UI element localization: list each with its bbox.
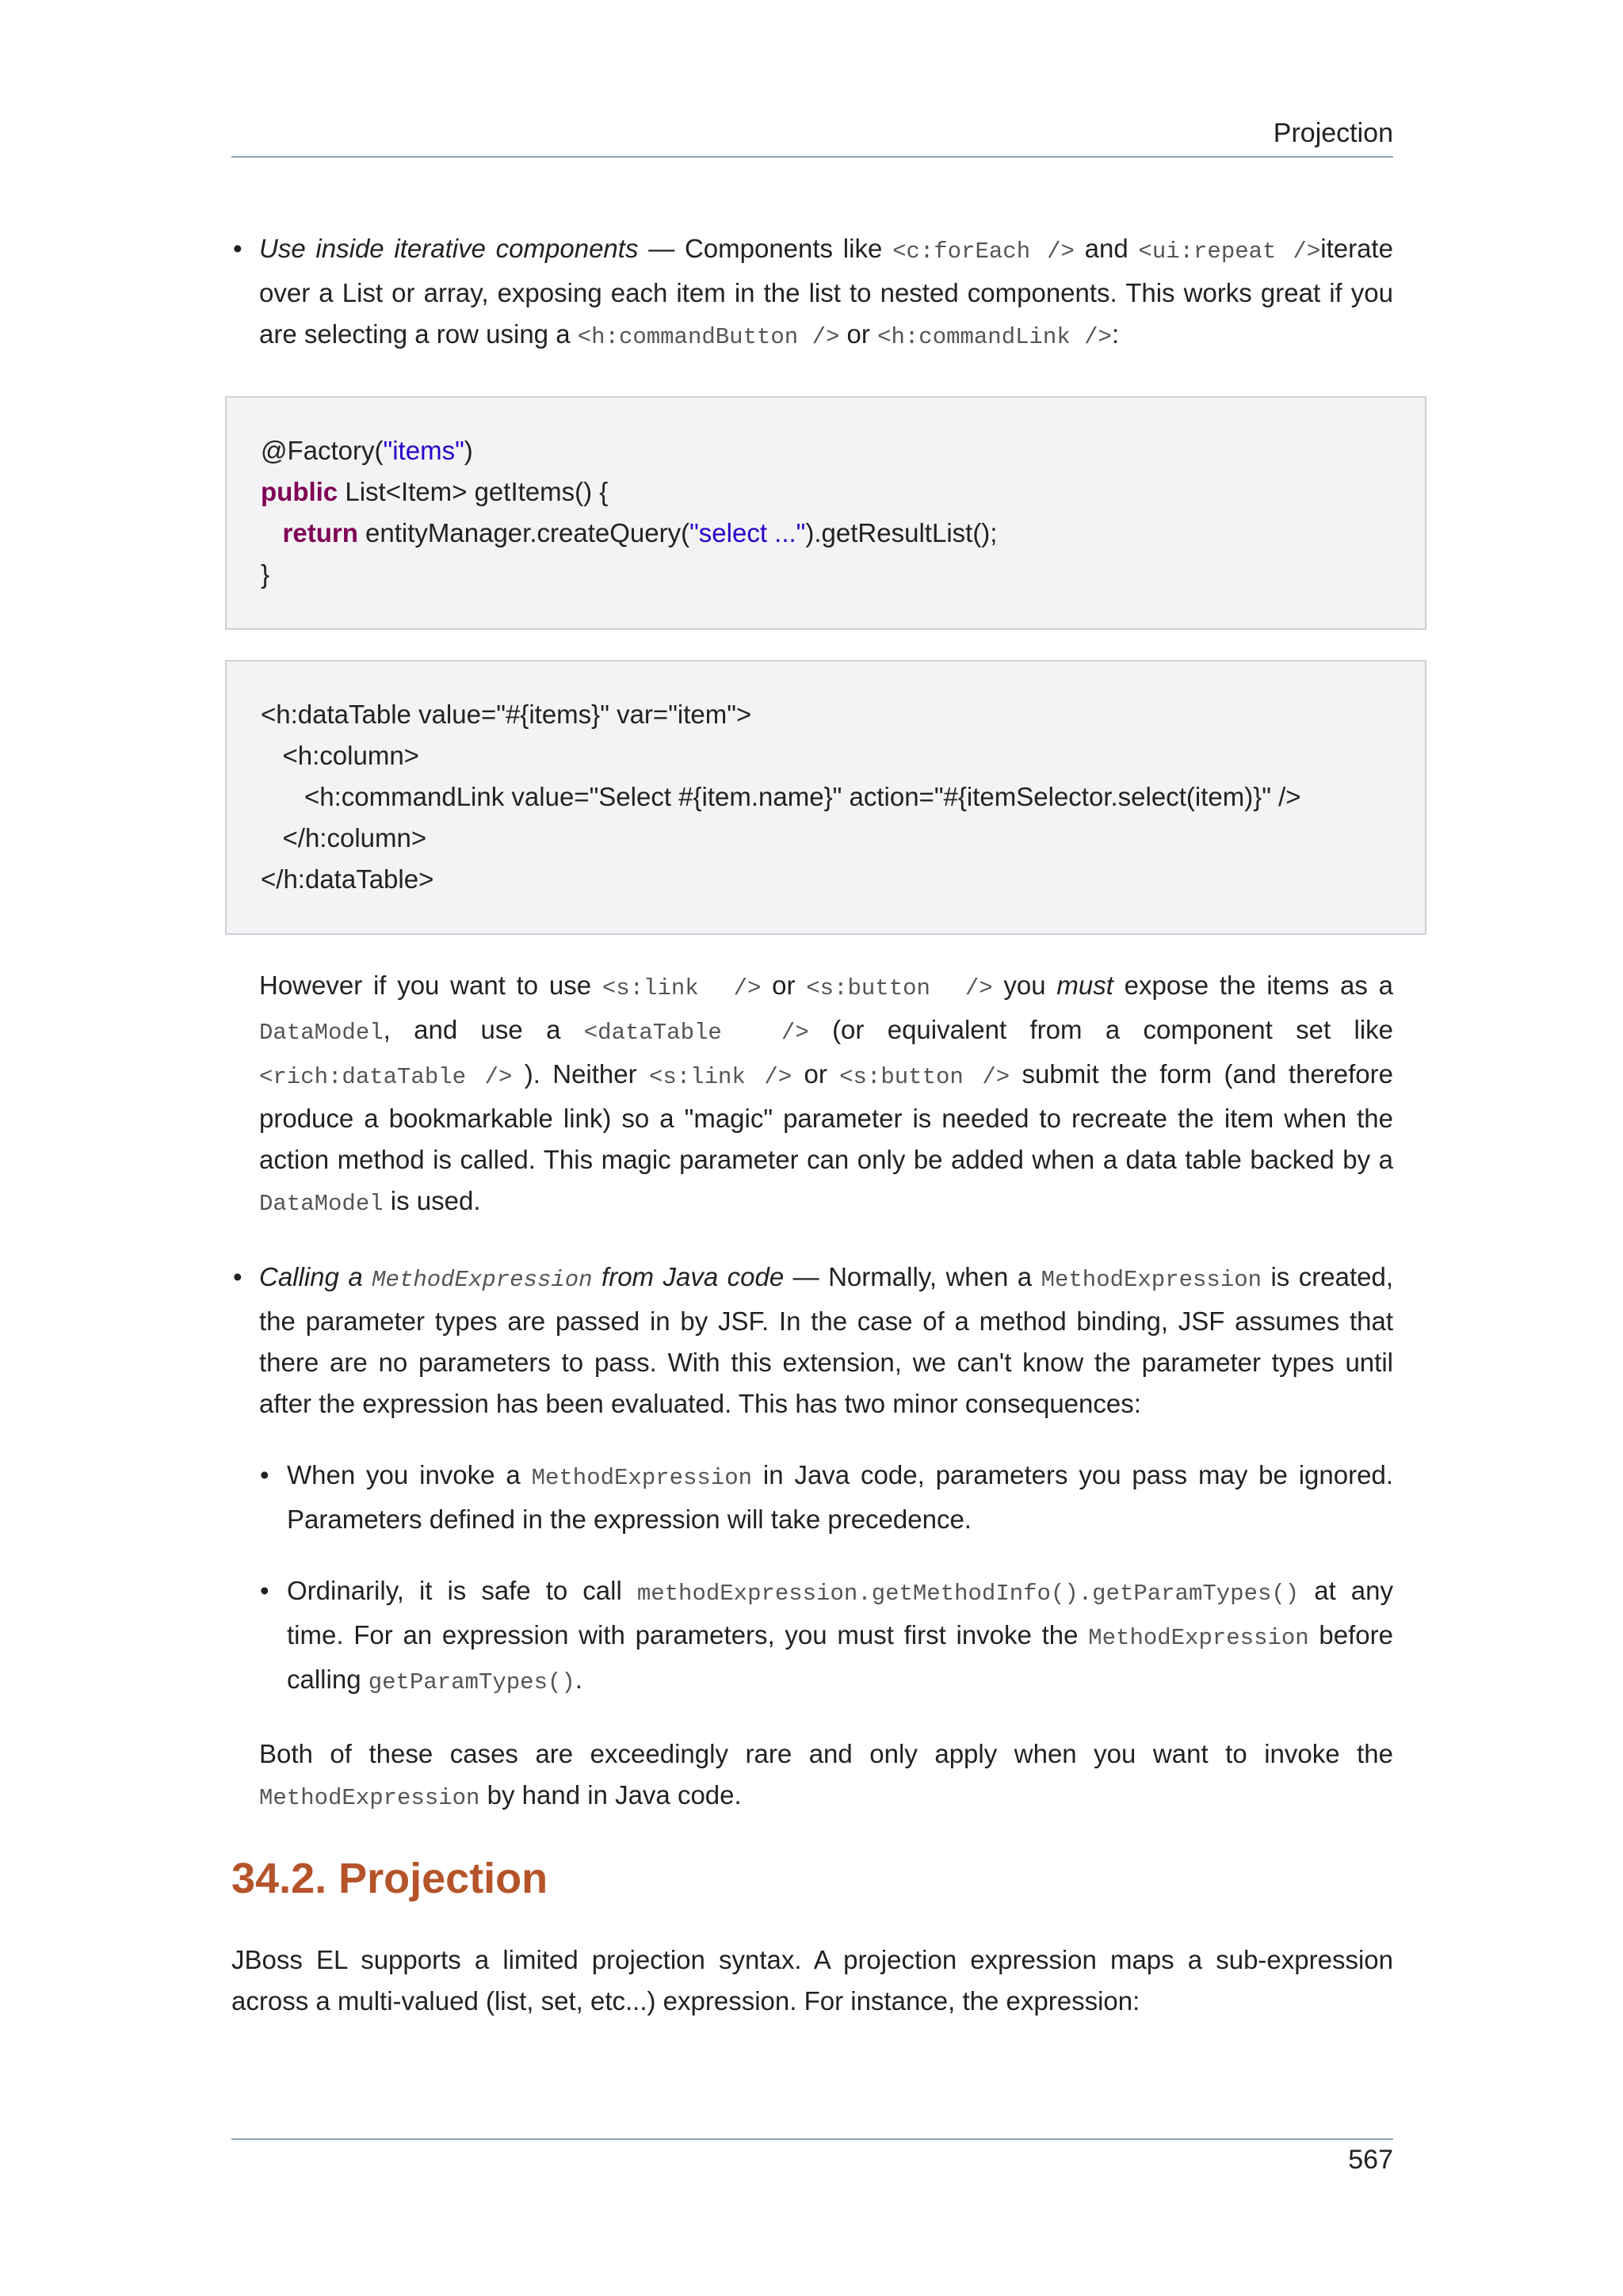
code-text: @Factory(: [261, 436, 384, 465]
text: iterate over a List or array, exposing each item in the list to nested components. This works great if you are selecting a row using a: [259, 234, 1393, 349]
code-string: "select ...": [689, 518, 806, 547]
list-item-iterative-components: [231, 228, 1393, 358]
text: ). Neither: [512, 1059, 649, 1089]
inline-code: DataModel: [259, 1020, 384, 1046]
inline-code: <s:button />: [839, 1064, 1010, 1090]
paragraph-datamodel: [231, 965, 1393, 1225]
code-text: ).getResultList();: [805, 518, 998, 547]
inline-code: MethodExpression: [259, 1785, 480, 1811]
inline-code: <s:button />: [806, 975, 993, 1001]
inline-code: <h:commandButton />: [577, 324, 840, 350]
code-text: entityManager.createQuery(: [357, 518, 690, 547]
item-term: from Java code: [592, 1262, 785, 1291]
inline-code: <rich:dataTable />: [259, 1064, 513, 1090]
code-keyword: return: [282, 518, 358, 547]
page-number: 567: [1348, 2145, 1393, 2175]
text: at any time. For an expression with parameters, you must first invoke the: [287, 1576, 1393, 1650]
text: you: [992, 971, 1057, 1000]
code-text: }: [261, 559, 270, 589]
running-header-title: Projection: [1273, 118, 1393, 148]
inline-code: <c:forEach />: [892, 238, 1075, 265]
code-text: ): [464, 436, 473, 465]
item-term: Calling a: [259, 1262, 372, 1291]
code-string: "items": [383, 436, 464, 465]
text: before calling: [287, 1620, 1393, 1694]
inline-code: <s:link />: [648, 1064, 792, 1090]
list-item-calling-methodexpression: [231, 1257, 1393, 1425]
text: — Normally, when a: [784, 1262, 1041, 1291]
code-block-datatable: <h:dataTable value="#{items}" var="item"> <h:column> <h:commandLink value="Select #{item.name}" action="#{itemSelector.select(item)}" /> </h:column> </h:dataTable>: [225, 660, 1426, 935]
sublist-item-getparamtypes: [231, 1570, 1393, 1703]
bullet-icon: •: [233, 1262, 242, 1291]
text: Both of these cases are exceedingly rare and only apply when you want to invoke the: [259, 1739, 1393, 1768]
text: Ordinarily, it is safe to call: [287, 1576, 637, 1605]
main-content: [231, 228, 1393, 2022]
paragraph-projection-intro: JBoss EL supports a limited projection syntax. A projection expression maps a sub-expression across a multi-valued (list, set, etc...) expression. For instance, the expression:: [231, 1945, 1393, 2016]
text: in Java code, parameters you pass may be ignored. Parameters defined in the expression will take precedence.: [287, 1460, 1393, 1534]
text: , and use a: [383, 1015, 584, 1044]
code-text: List<Item> getItems() {: [338, 477, 609, 506]
code-keyword: public: [261, 477, 338, 506]
bullet-icon: •: [260, 1460, 269, 1489]
bullet-icon: •: [233, 234, 242, 263]
header-rule: [231, 156, 1393, 158]
code-indent: [261, 518, 283, 547]
text: expose the items as a: [1113, 971, 1393, 1000]
section-heading: 34.2. Projection: [231, 1855, 548, 1902]
inline-code: <dataTable />: [583, 1020, 809, 1046]
text: :: [1111, 319, 1120, 349]
inline-code: DataModel: [259, 1191, 384, 1217]
text: — Components like: [638, 234, 893, 263]
text: (or equivalent from a component set like: [808, 1015, 1393, 1044]
inline-code: MethodExpression: [372, 1267, 593, 1293]
text: .: [575, 1665, 582, 1694]
text: or: [761, 971, 807, 1000]
text: submit the form (and therefore produce a bookmarkable link) so a "magic" parameter is needed to recreate the item when the action method is called. This magic parameter can only be added when a data table backed by a: [259, 1059, 1393, 1174]
inline-code: <h:commandLink />: [877, 324, 1112, 350]
text: is used.: [383, 1186, 481, 1215]
paragraph-rare-cases: [231, 1733, 1393, 1819]
sublist-item-invoke: [231, 1455, 1393, 1540]
inline-code: <s:link />: [601, 975, 762, 1001]
text: or: [839, 319, 878, 349]
code-block-factory: [225, 396, 1426, 630]
text: and: [1074, 234, 1139, 263]
inline-code: MethodExpression: [1088, 1625, 1309, 1651]
inline-code: getParamTypes(): [368, 1669, 575, 1695]
inline-code: MethodExpression: [1041, 1267, 1262, 1293]
item-term: Use inside iterative components: [259, 234, 639, 263]
text: When you invoke a: [287, 1460, 532, 1489]
emphasis: must: [1056, 971, 1113, 1000]
bullet-icon: •: [260, 1576, 269, 1605]
inline-code: <ui:repeat />: [1138, 238, 1321, 265]
text: However if you want to use: [259, 971, 602, 1000]
text: or: [792, 1059, 840, 1089]
text: by hand in Java code.: [479, 1780, 742, 1810]
inline-code: methodExpression.getMethodInfo().getParamTypes(): [636, 1581, 1300, 1607]
inline-code: MethodExpression: [531, 1465, 753, 1491]
text: is created, the parameter types are passed in by JSF. In the case of a method binding, JSF assumes that there are no parameters to pass. With this extension, we can't know the parameter types until after the expression has been evaluated. This has two minor consequences:: [259, 1262, 1393, 1418]
